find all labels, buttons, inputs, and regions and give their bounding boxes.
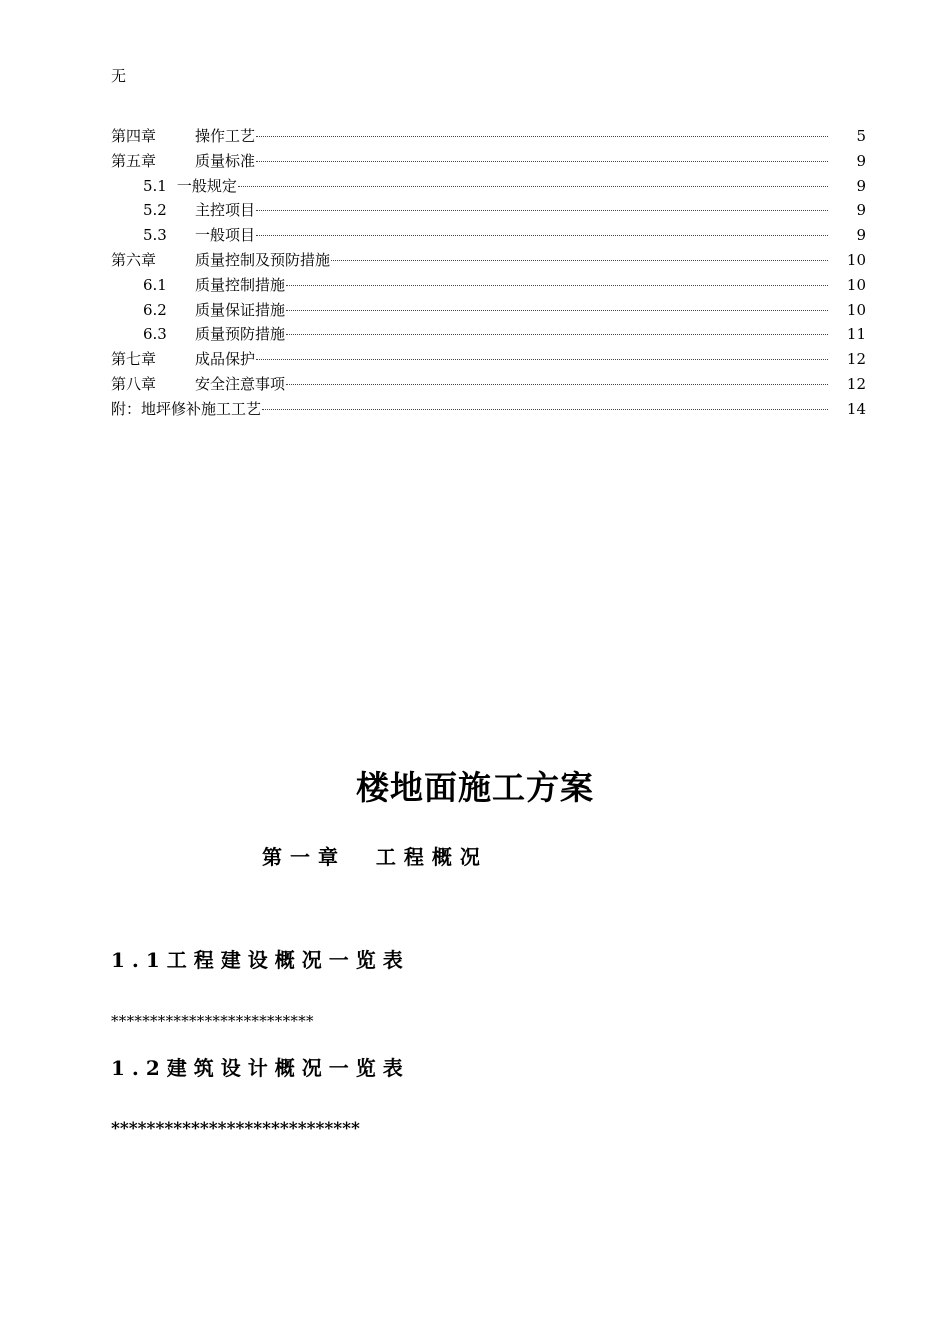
header-note: 无 [111, 67, 127, 85]
toc-page-number: 12 [846, 350, 866, 369]
toc-entry[interactable] [111, 275, 866, 300]
toc-entry-title: 附：地坪修补施工工艺 [111, 399, 262, 418]
toc-entry-label [143, 176, 237, 196]
placeholder-stars-2: **************************** [111, 1119, 360, 1139]
toc-page-number: 10 [846, 300, 866, 319]
placeholder-stars-1: ************************** [111, 1012, 314, 1030]
toc-dot-leader [286, 310, 828, 311]
section-heading-1-1: 1.1工程建设概况一览表 [111, 948, 410, 972]
toc-entry-title: 质量保证措施 [195, 300, 286, 319]
toc-entry[interactable] [111, 200, 866, 225]
toc-entry-number: 第八章 [111, 374, 157, 393]
toc-page-number: 11 [846, 325, 866, 344]
toc-entry-title: 安全注意事项 [195, 374, 286, 393]
toc-entry-label [143, 225, 255, 245]
toc-entry-label [111, 250, 330, 270]
toc-dot-leader [256, 136, 828, 137]
toc-dot-leader [256, 235, 828, 236]
toc-page-number: 5 [856, 127, 866, 145]
toc-entry-label [143, 200, 255, 220]
toc-dot-leader [286, 285, 828, 286]
toc-entry-number: 5.1 [143, 176, 167, 195]
toc-entry-number: 第六章 [111, 250, 157, 269]
toc-dot-leader [256, 359, 828, 360]
toc-entry-title: 主控项目 [195, 201, 256, 220]
toc-entry-label [111, 399, 261, 419]
toc-page-number: 10 [846, 275, 866, 294]
toc-page-number: 9 [856, 201, 866, 220]
toc-dot-leader [256, 161, 828, 162]
toc-entry-number: 6.1 [143, 275, 167, 294]
toc-dot-leader [286, 334, 828, 335]
toc-entry-title: 质量预防措施 [195, 325, 286, 344]
toc-dot-leader [238, 186, 828, 187]
toc-entry-label [143, 275, 285, 295]
toc-entry[interactable] [111, 176, 866, 201]
toc-entry[interactable] [111, 250, 866, 275]
toc-entry[interactable] [111, 324, 866, 349]
toc-dot-leader [262, 409, 828, 410]
toc-entry-label [143, 300, 285, 320]
toc-entry-label [143, 324, 285, 344]
toc-entry[interactable] [111, 126, 866, 151]
toc-dot-leader [256, 210, 828, 211]
toc-page-number: 14 [846, 399, 866, 418]
toc-entry[interactable] [111, 374, 866, 399]
toc-entry-number: 第五章 [111, 151, 157, 170]
toc-entry-number: 6.2 [143, 300, 167, 319]
toc-dot-leader [286, 384, 828, 385]
toc-entry-title: 操作工艺 [195, 127, 256, 145]
toc-entry[interactable] [111, 225, 866, 250]
toc-entry[interactable] [111, 151, 866, 176]
toc-entry-label [111, 374, 285, 394]
toc-entry-title: 质量控制及预防措施 [195, 250, 331, 269]
toc-entry-label [111, 151, 255, 171]
toc-entry-title: 一般规定 [176, 176, 237, 195]
toc-page-number: 9 [856, 151, 866, 170]
table-of-contents [111, 126, 866, 424]
toc-entry-number: 6.3 [143, 325, 167, 344]
toc-page-number: 9 [856, 226, 866, 245]
section-heading-1-2: 1.2建筑设计概况一览表 [111, 1056, 410, 1080]
document-title: 楼地面施工方案 [356, 768, 594, 807]
toc-entry-title: 成品保护 [195, 350, 256, 369]
toc-entry-label [111, 349, 255, 369]
toc-entry-number: 5.2 [143, 201, 167, 220]
toc-entry-number: 5.3 [143, 226, 167, 245]
toc-entry-title: 质量标准 [195, 151, 256, 170]
toc-page-number: 12 [846, 374, 866, 393]
toc-page-number: 9 [856, 176, 866, 195]
toc-entry-number: 第七章 [111, 350, 157, 369]
chapter-heading: 第一章 工程概况 [262, 845, 488, 869]
toc-entry-label [111, 126, 255, 146]
toc-entry-title: 一般项目 [195, 226, 256, 245]
toc-dot-leader [331, 260, 828, 261]
toc-entry-title: 质量控制措施 [195, 275, 286, 294]
toc-entry-number: 第四章 [111, 127, 157, 145]
toc-entry[interactable] [111, 300, 866, 325]
toc-entry[interactable] [111, 399, 866, 424]
toc-entry[interactable] [111, 349, 866, 374]
toc-page-number: 10 [846, 250, 866, 269]
